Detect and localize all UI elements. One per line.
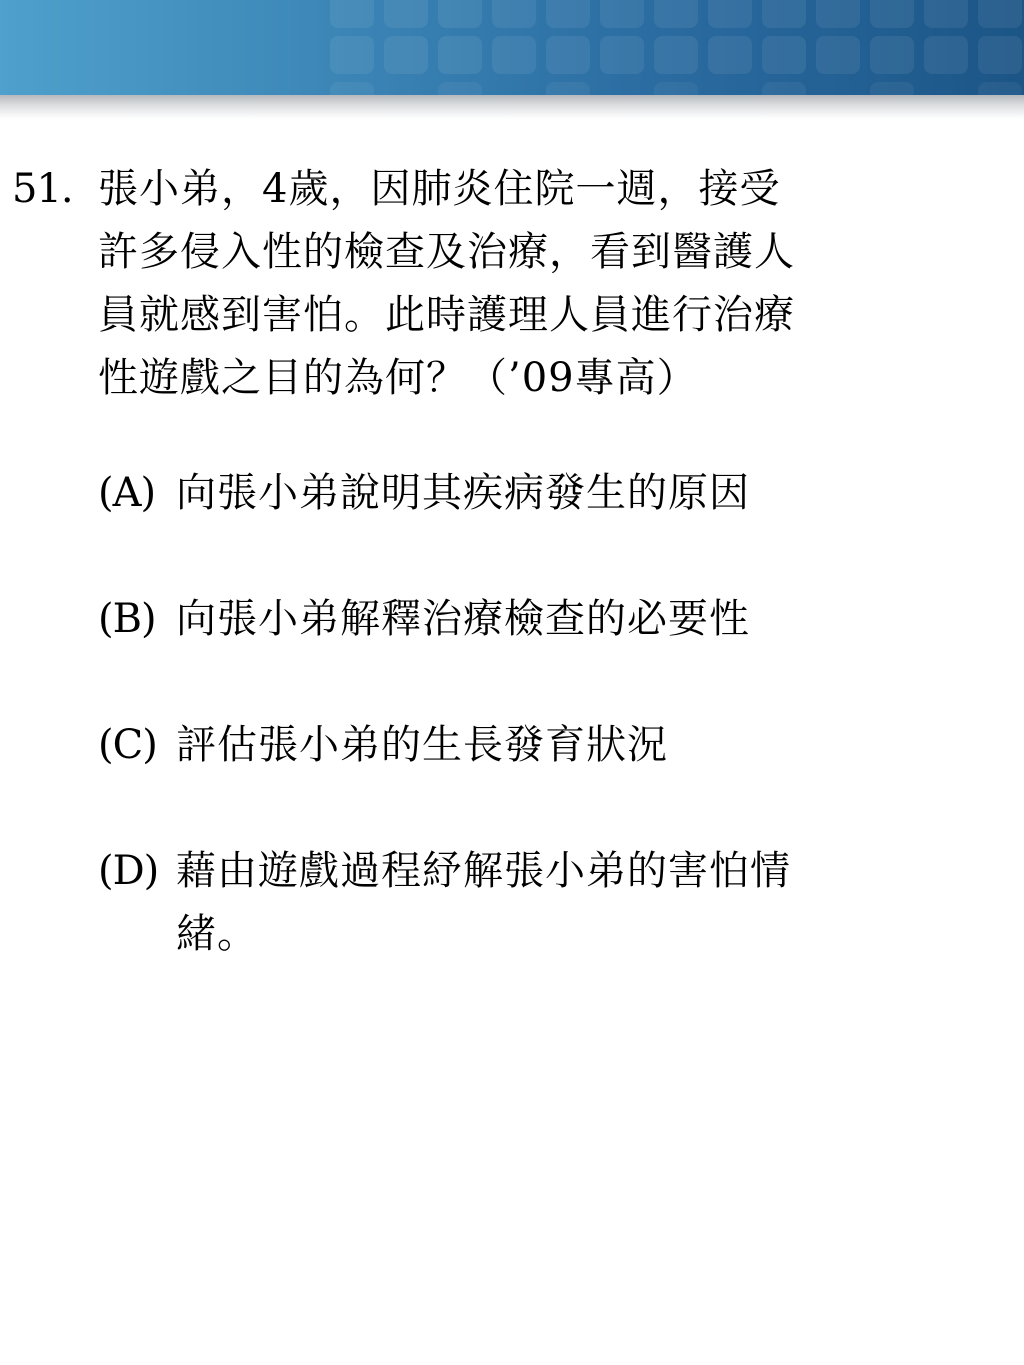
option-text	[176, 462, 996, 525]
option-line: 緒。	[176, 911, 258, 957]
option-c	[98, 714, 1012, 777]
slide-content	[12, 158, 1012, 966]
option-d	[98, 840, 1012, 966]
question-line: 張小弟，4歲，因肺炎住院一週，接受	[98, 166, 781, 212]
option-a	[98, 462, 1012, 525]
question-number: 51.	[12, 166, 73, 212]
header-banner	[0, 0, 1024, 95]
option-text	[176, 840, 996, 966]
option-label: (A)	[98, 470, 156, 516]
option-line: 向張小弟解釋治療檢查的必要性	[176, 596, 750, 642]
option-text	[176, 588, 996, 651]
option-b	[98, 588, 1012, 651]
question-line: 許多侵入性的檢查及治療，看到醫護人	[98, 229, 795, 275]
option-line: 向張小弟說明其疾病發生的原因	[176, 470, 750, 516]
question	[12, 158, 1012, 410]
option-label: (C)	[98, 722, 157, 768]
option-line: 藉由遊戲過程紓解張小弟的害怕情	[176, 848, 791, 894]
option-label: (D)	[98, 848, 159, 894]
header-tile-pattern	[0, 0, 1024, 95]
question-line: 性遊戲之目的為何？（’09專高）	[98, 355, 698, 401]
question-text	[98, 158, 1002, 410]
question-line: 員就感到害怕。此時護理人員進行治療	[98, 292, 795, 338]
option-line: 評估張小弟的生長發育狀況	[176, 722, 668, 768]
answer-options	[12, 462, 1012, 966]
option-text	[176, 714, 996, 777]
option-label: (B)	[98, 596, 156, 642]
header-shadow	[0, 95, 1024, 119]
